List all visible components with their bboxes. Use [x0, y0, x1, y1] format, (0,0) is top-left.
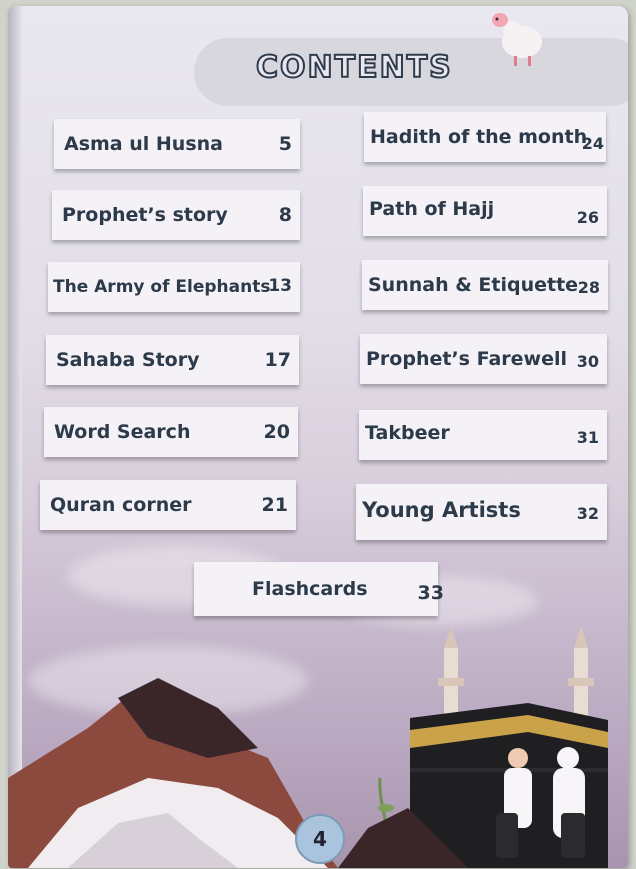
page-number-badge: 4 [295, 814, 345, 864]
toc-item-label: Path of Hajj [369, 198, 495, 220]
toc-item-page: 24 [581, 134, 604, 153]
toc-item[interactable] [360, 334, 607, 384]
toc-item-page: 17 [264, 349, 291, 371]
toc-item-page: 5 [278, 133, 292, 155]
toc-item-page: 30 [576, 352, 599, 371]
toc-item[interactable] [48, 262, 300, 312]
toc-item-label: Takbeer [365, 422, 450, 444]
toc-item[interactable] [363, 186, 607, 236]
toc-item-label: Young Artists [362, 498, 521, 522]
book-page [8, 6, 628, 868]
toc-item-page: 20 [263, 421, 290, 443]
toc-item-page: 13 [268, 276, 292, 296]
toc-item[interactable] [364, 112, 606, 162]
toc-item[interactable] [362, 260, 608, 310]
toc-item-label: Prophet’s Farewell [366, 348, 567, 370]
page-title: CONTENTS [256, 50, 453, 85]
toc-item[interactable] [54, 119, 300, 169]
toc-item-label: Prophet’s story [62, 204, 228, 226]
toc-item-label: Hadith of the month [370, 126, 588, 148]
toc-item-label: Flashcards [252, 578, 368, 600]
toc-item-label: Quran corner [50, 494, 192, 516]
toc-item[interactable] [52, 190, 300, 240]
toc-item-label: Word Search [54, 421, 191, 443]
toc-item[interactable] [44, 407, 298, 457]
toc-item-label: The Army of Elephants [53, 277, 271, 297]
toc-item-page: 33 [417, 582, 444, 604]
toc-item-page: 21 [261, 494, 288, 516]
toc-item[interactable] [46, 335, 299, 385]
mountain-illustration [8, 678, 468, 868]
toc-item-page: 8 [278, 204, 292, 226]
toc-item-page: 32 [576, 504, 599, 523]
toc-item[interactable] [40, 480, 296, 530]
toc-item-page: 26 [576, 208, 599, 227]
toc-item-label: Asma ul Husna [64, 133, 223, 155]
toc-item-label: Sahaba Story [56, 349, 200, 371]
toc-item[interactable] [359, 410, 607, 460]
sheep-illustration [488, 6, 548, 70]
toc-item[interactable] [356, 484, 607, 540]
toc-item-page: 31 [576, 428, 599, 447]
toc-item-page: 28 [577, 278, 600, 297]
toc-item-label: Sunnah & Etiquette [368, 274, 579, 296]
